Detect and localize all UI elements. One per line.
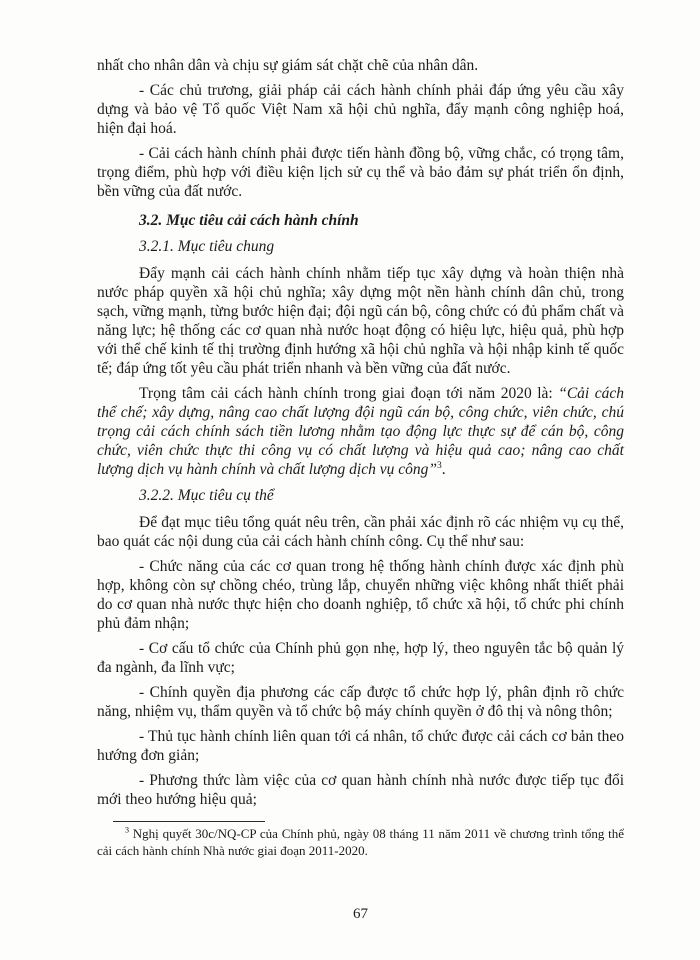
text-run: “Cải cách thể chế; xây dựng, nâng cao chất lượng đội ngũ cán bộ, công chức, viên chức, chú trọng cải cách chính sách tiền lương nhằm tạo động lực thực sự để cán bộ, công chức, viên chức thực thi công vụ có chất lượng và hiệu quả cao; nâng cao chất lượng dịch vụ hành chính và chất lượng dịch vụ công”	[97, 385, 624, 478]
text-run: - Chức năng của các cơ quan trong hệ thống hành chính được xác định phù hợp, không còn sự chồng chéo, trùng lắp, chuyển những việc không nhất thiết phải do cơ quan nhà nước thực hiện cho doanh nghiệp, tổ chức xã hội, tổ chức phi chính phủ đảm nhận;	[97, 558, 624, 632]
text-run: .	[441, 461, 446, 478]
text-run: - Thủ tục hành chính liên quan tới cá nhân, tổ chức được cải cách cơ bản theo hướng đơn giản;	[97, 728, 624, 764]
subsection-heading	[97, 486, 624, 505]
footnote-reference: 3	[436, 459, 442, 471]
subsection-heading	[97, 237, 624, 256]
page-number: 67	[353, 906, 368, 922]
text-run: - Phương thức làm việc của cơ quan hành chính nhà nước được tiếp tục đổi mới theo hướng hiệu quả;	[97, 772, 624, 808]
text-run: Trọng tâm cải cách hành chính trong giai đoạn tới năm 2020 là:	[139, 385, 559, 402]
footnote-text	[97, 826, 624, 859]
text-run: 3.2.2. Mục tiêu cụ thể	[139, 487, 274, 504]
paragraph	[97, 56, 624, 75]
paragraph	[97, 683, 624, 721]
paragraph	[97, 771, 624, 809]
text-run: Đẩy mạnh cải cách hành chính nhằm tiếp tục xây dựng và hoàn thiện nhà nước pháp quyền xã hội chủ nghĩa; xây dựng một nền hành chính dân chủ, trong sạch, vững mạnh, từng bước hiện đại; đội ngũ cán bộ, công chức có đủ phẩm chất và năng lực; hệ thống các cơ quan nhà nước hoạt động có hiệu lực, hiệu quả, phù hợp với thể chế kinh tế thị trường định hướng xã hội chủ nghĩa và hội nhập kinh tế quốc tế; đáp ứng tốt yêu cầu phát triển nhanh và bền vững của đất nước.	[97, 265, 624, 377]
footnote-reference: 3	[125, 825, 130, 835]
text-run: 3.2.1. Mục tiêu chung	[139, 238, 275, 255]
text-run: - Cơ cấu tổ chức của Chính phủ gọn nhẹ, hợp lý, theo nguyên tắc bộ quản lý đa ngành, đa lĩnh vực;	[97, 640, 624, 676]
paragraph	[97, 513, 624, 551]
footnote-separator	[113, 821, 265, 822]
section-heading	[97, 211, 624, 230]
page-body	[97, 56, 624, 859]
text-run: - Cải cách hành chính phải được tiến hành đồng bộ, vững chắc, có trọng tâm, trọng điểm, phù hợp với điều kiện lịch sử cụ thể và bảo đảm sự phát triển ổn định, bền vững của đất nước.	[97, 145, 624, 200]
text-run: Nghị quyết 30c/NQ-CP của Chính phủ, ngày 08 tháng 11 năm 2011 về chương trình tổng thể cải cách hành chính Nhà nước giai đoạn 2011-2020.	[97, 826, 624, 858]
paragraph	[97, 264, 624, 378]
text-run: nhất cho nhân dân và chịu sự giám sát chặt chẽ của nhân dân.	[97, 57, 479, 74]
text-run: Để đạt mục tiêu tổng quát nêu trên, cần phải xác định rõ các nhiệm vụ cụ thể, bao quát các nội dung của cải cách hành chính công. Cụ thể như sau:	[97, 514, 624, 550]
paragraph	[97, 727, 624, 765]
paragraph	[97, 81, 624, 138]
text-run: 3.2. Mục tiêu cải cách hành chính	[139, 212, 359, 229]
paragraph	[97, 557, 624, 633]
text-run: - Chính quyền địa phương các cấp được tổ chức hợp lý, phân định rõ chức năng, nhiệm vụ, thẩm quyền và tổ chức bộ máy chính quyền ở đô thị và nông thôn;	[97, 684, 624, 720]
paragraph	[97, 384, 624, 479]
text-run: - Các chủ trương, giải pháp cải cách hành chính phải đáp ứng yêu cầu xây dựng và bảo vệ Tổ quốc Việt Nam xã hội chủ nghĩa, đẩy mạnh công nghiệp hoá, hiện đại hoá.	[97, 82, 624, 137]
paragraph	[97, 639, 624, 677]
paragraph	[97, 144, 624, 201]
footnote	[97, 821, 624, 859]
